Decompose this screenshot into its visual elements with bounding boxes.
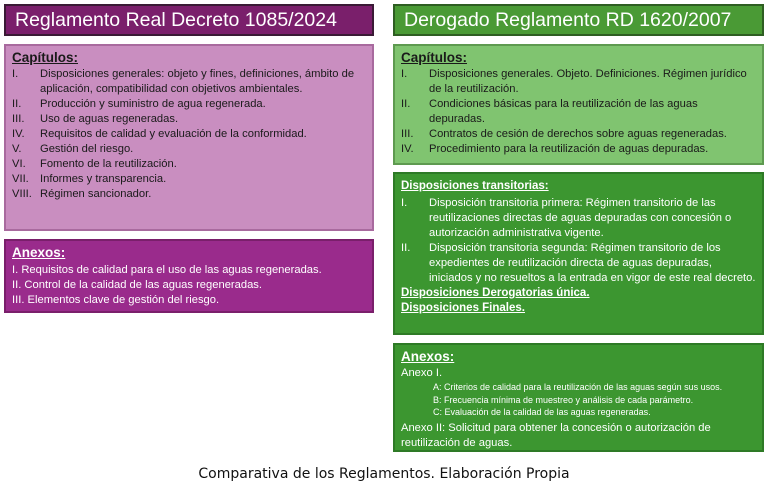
list-item: IV. Requisitos de calidad y evaluación de la conformidad. (12, 128, 307, 140)
list-item: VII. Informes y transparencia. (12, 173, 167, 185)
anexo-1-label: Anexo I. (401, 367, 443, 379)
left-capitulos-panel (4, 44, 374, 231)
right-anexos-title: Anexos: (401, 349, 455, 364)
right-anexos-panel (393, 343, 764, 452)
left-anexos-list (6, 263, 372, 308)
list-item: III. Uso de aguas regeneradas. (12, 113, 179, 125)
finales-label: Disposiciones Finales. (401, 302, 525, 314)
left-header (4, 4, 374, 36)
left-header-title: Reglamento Real Decreto 1085/2024 (15, 9, 337, 31)
left-anexos-panel (4, 239, 374, 313)
list-item: III. Contratos de cesión de derechos sobre aguas regeneradas. (401, 128, 727, 140)
transitorias-list (395, 196, 762, 286)
right-header-title: Derogado Reglamento RD 1620/2007 (404, 9, 732, 31)
list-item: VIII. Régimen sancionador. (12, 188, 152, 200)
list-item: II. Condiciones básicas para la reutilización de las aguas depuradas. (401, 98, 698, 125)
anexo-1-sublist (395, 381, 762, 419)
derogatorias-label: Disposiciones Derogatorias única. (401, 287, 590, 299)
transitorias-title: Disposiciones transitorias: (401, 180, 549, 192)
right-transitorias-panel (393, 172, 764, 335)
left-anexos-title: Anexos: (12, 245, 66, 260)
right-capitulos-title: Capítulos: (401, 50, 467, 65)
right-capitulos-list (395, 67, 762, 157)
figure-caption: Comparativa de los Reglamentos. Elaboración Propia (198, 466, 570, 482)
left-capitulos-title: Capítulos: (12, 50, 78, 65)
list-item: II. Producción y suministro de agua regenerada. (12, 98, 266, 110)
list-item: II. Control de la calidad de las aguas regeneradas. (12, 279, 263, 291)
right-header (393, 4, 764, 36)
left-capitulos-list (6, 67, 372, 202)
list-item: I. Requisitos de calidad para el uso de las aguas regeneradas. (12, 264, 322, 276)
list-item: A: Criterios de calidad para la reutilización de las aguas según sus usos. (433, 382, 723, 392)
list-item: I. Disposiciones generales. Objeto. Definiciones. Régimen jurídico de la reutilización. (401, 68, 747, 95)
list-item: II. Disposición transitoria segunda: Régimen transitorio de los expedientes de reutilización directa de aguas depuradas, iniciados y no resueltos a la entrada en vigor de este real decreto. (401, 242, 756, 284)
anexo-2-label: Anexo II: Solicitud para obtener la concesión o autorización de reutilización de aguas. (401, 421, 711, 449)
list-item: I. Disposición transitoria primera: Régimen transitorio de las reutilizaciones directas de aguas depuradas con concesión o autorización administrativa vigente. (401, 197, 732, 239)
list-item: III. Elementos clave de gestión del riesgo. (12, 294, 220, 306)
list-item: C: Evaluación de la calidad de las aguas regeneradas. (433, 407, 651, 417)
right-capitulos-panel (393, 44, 764, 165)
list-item: V. Gestión del riesgo. (12, 143, 134, 155)
list-item: VI. Fomento de la reutilización. (12, 158, 177, 170)
list-item: I. Disposiciones generales: objeto y fines, definiciones, ámbito de aplicación, compatibilidad con objetivos ambientales. (12, 68, 355, 95)
list-item: B: Frecuencia mínima de muestreo y análisis de cada parámetro. (433, 394, 694, 405)
list-item: IV. Procedimiento para la reutilización de aguas depuradas. (401, 143, 709, 155)
